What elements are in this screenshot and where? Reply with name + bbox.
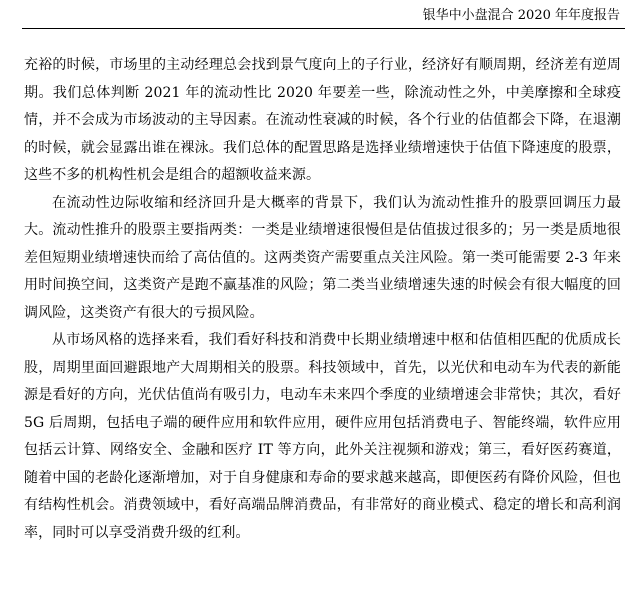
report-header-title: 银华中小盘混合 2020 年年度报告 — [422, 8, 620, 23]
header-divider — [22, 28, 625, 29]
paragraph-liquidity-risk: 在流动性边际收缩和经济回升是大概率的背景下，我们认为流动性推升的股票回调压力最大。流动性推升的股票主要指两类：一类是业绩增速很慢但是估值拔过很多的；另一类是质地很差但短期业绩增速快而给了高估值的。这两类资产需要重点关注风险。第一类可能需要 2-3 年来用时间换空间，这类资产是跑不赢基准的风险；第二类当业绩增速失速的时候会有很大幅度的回调风险，这类资产有很大的亏损风险。 — [24, 194, 621, 321]
paragraph-market-style: 从市场风格的选择来看，我们看好科技和消费中长期业绩增速中枢和估值相匹配的优质成长股，周期里面回避跟地产大周期相关的股票。科技领域中，首先，以光伏和电动车为代表的新能源是看好的方向，光伏估值尚有吸引力，电动车未来四个季度的业绩增速会非常快；其次，看好5G 后周期，包括电子端的硬件应用和软件应用，硬件应用包括消费电子、智能终端，软件应用包括云计算、网络安全、金融和医疗 IT 等方向，此外关注视频和游戏；第三，看好医药赛道，随着中国的老龄化逐渐增加，对于自身健康和寿命的要求越来越高，即便医药有降价风险，但也有结构性机会。消费领域中，看好高端品牌消费品，有非常好的商业模式、稳定的增长和高利润率，同时可以享受消费升级的红利。 — [24, 332, 621, 541]
paragraph-liquidity-outlook: 充裕的时候，市场里的主动经理总会找到景气度向上的子行业，经济好有顺周期，经济差有逆周期。我们总体判断 2021 年的流动性比 2020 年要差一些，除流动性之外，中美摩擦和全球疫情，并不会成为市场波动的主导因素。在流动性衰减的时候，各个行业的估值都会下降，在退潮的时候，就会显露出谁在裸泳。我们总体的配置思路是选择业绩增速快于估值下降速度的股票，这些不多的机构性机会是组合的超额收益来源。 — [24, 57, 621, 183]
document-body — [24, 52, 621, 547]
